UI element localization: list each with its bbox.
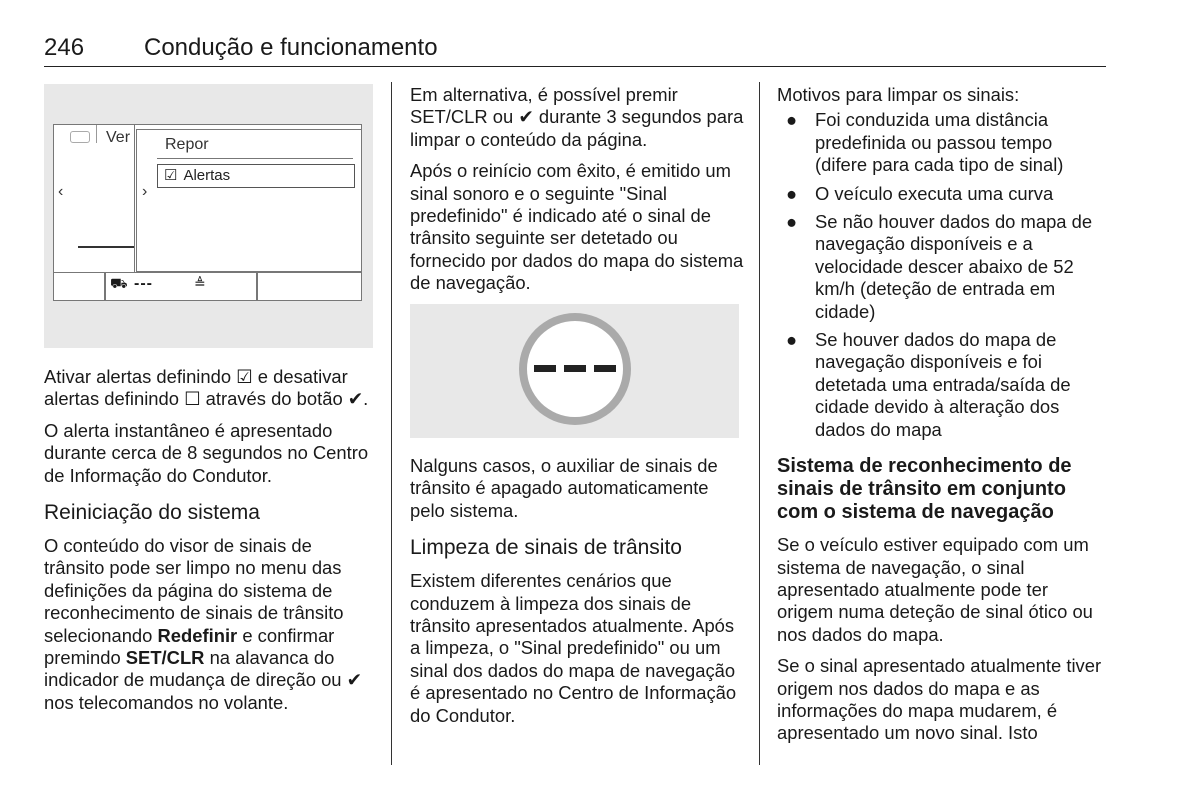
paragraph: Ativar alertas definindo ☑ e desativar alertas definindo ☐ através do botão ✔. — [44, 366, 369, 410]
page-header — [44, 34, 1106, 67]
traffic-sign-assist-icon: ⛟ — [110, 275, 128, 291]
sign-figure — [410, 304, 739, 438]
column-divider — [759, 82, 760, 765]
chevron-right-icon: › — [142, 183, 148, 200]
bullet-list — [777, 109, 1107, 441]
text-run: na alavanca do indicador de mudança de direção ou ✔ nos telecomandos no volante. — [44, 647, 363, 713]
column-2 — [410, 84, 744, 304]
section-heading: Reiniciação do sistema — [44, 501, 260, 525]
display-figure — [44, 84, 373, 348]
column-2-lower — [410, 455, 744, 736]
menu-item-label: Alertas — [183, 167, 231, 184]
paragraph — [44, 535, 376, 714]
display-left-panel — [54, 125, 135, 272]
display-menu — [136, 129, 362, 272]
list-item-text: Se houver dados do mapa de navegação disponíveis e foi detetada uma entrada/saída de cidade devido à alteração dos dados do mapa — [815, 329, 1071, 440]
bottom-bar-dashes: --- — [134, 275, 153, 292]
bullet-icon: ● — [786, 109, 798, 131]
menu-title: Repor — [165, 136, 209, 153]
section-heading: Sistema de reconhecimento de sinais de trânsito em conjunto com o sistema de navegação — [777, 455, 1072, 524]
car-icon — [70, 131, 90, 143]
list-item — [777, 329, 1107, 441]
column-1 — [44, 366, 376, 723]
page-number: 246 — [44, 34, 85, 61]
text-run: O conteúdo do visor de sinais de trânsito pode ser limpo no menu das definições da página do sistema de reconhecimento de sinais de trânsito selecionando — [44, 535, 344, 646]
paragraph: Nalguns casos, o auxiliar de sinais de trânsito é apagado automaticamente pelo sistema. — [410, 455, 718, 521]
lane-icon: ≜ — [194, 275, 206, 291]
paragraph: Após o reinício com êxito, é emitido um sinal sonoro e o seguinte "Sinal predefinido" é indicado até o sinal de trânsito seguinte ser detetado ou fornecido por dados do mapa do sistema de navegação. — [410, 160, 744, 294]
column-divider — [391, 82, 392, 765]
menu-divider — [157, 158, 353, 159]
display-left-label: Ver — [106, 129, 131, 146]
menu-item-alerts — [157, 164, 355, 188]
divider — [256, 272, 258, 300]
list-item — [777, 183, 1107, 205]
text-run: e confirmar premindo — [44, 624, 335, 669]
paragraph: Se o veículo estiver equipado com um sistema de navegação, o sinal apresentado atualmente pode ter origem numa deteção de sinal ótico ou nos dados do mapa. — [777, 534, 1093, 645]
bullet-icon: ● — [786, 211, 798, 233]
paragraph: Em alternativa, é possível premir SET/CLR ou ✔ durante 3 segundos para limpar o conteúdo da página. — [410, 84, 744, 150]
paragraph: Motivos para limpar os sinais: — [777, 84, 1020, 105]
default-sign-icon — [410, 304, 739, 438]
divider — [96, 125, 97, 143]
display-bottom-bar — [54, 272, 361, 301]
chapter-title: Condução e funcionamento — [144, 34, 438, 61]
paragraph: O alerta instantâneo é apresentado durante cerca de 8 segundos no Centro de Informação do Condutor. — [44, 419, 369, 486]
list-item-text: O veículo executa uma curva — [815, 182, 1054, 204]
column-3 — [777, 84, 1107, 754]
divider — [78, 246, 134, 248]
list-item — [777, 211, 1107, 323]
paragraph: Se o sinal apresentado atualmente tiver origem nos dados do mapa e as informações do mapa mudarem, é apresentado um novo sinal. Isto — [777, 655, 1102, 744]
paragraph: Existem diferentes cenários que conduzem à limpeza dos sinais de trânsito apresentados atualmente. Após a limpeza, o "Sinal predefinido" ou um sinal dos dados do mapa de navegação é apresentado no Centro de Informação do Condutor. — [410, 570, 737, 726]
divider — [104, 272, 106, 300]
checkbox-checked-icon: ☑ — [164, 167, 178, 184]
bullet-icon: ● — [786, 329, 798, 351]
text-run-bold: SET/CLR — [125, 647, 205, 669]
text-run-bold: Redefinir — [157, 624, 238, 646]
section-heading: Limpeza de sinais de trânsito — [410, 536, 682, 560]
list-item-text: Foi conduzida uma distância predefinida ou passou tempo (difere para cada tipo de sinal) — [815, 109, 1064, 176]
list-item — [777, 109, 1107, 176]
bullet-icon: ● — [786, 182, 798, 204]
chevron-left-icon: ‹ — [58, 183, 64, 200]
display-screen — [53, 124, 362, 301]
list-item-text: Se não houver dados do mapa de navegação disponíveis e a velocidade descer abaixo de 52 km/h (deteção de entrada em cidade) — [815, 211, 1093, 322]
